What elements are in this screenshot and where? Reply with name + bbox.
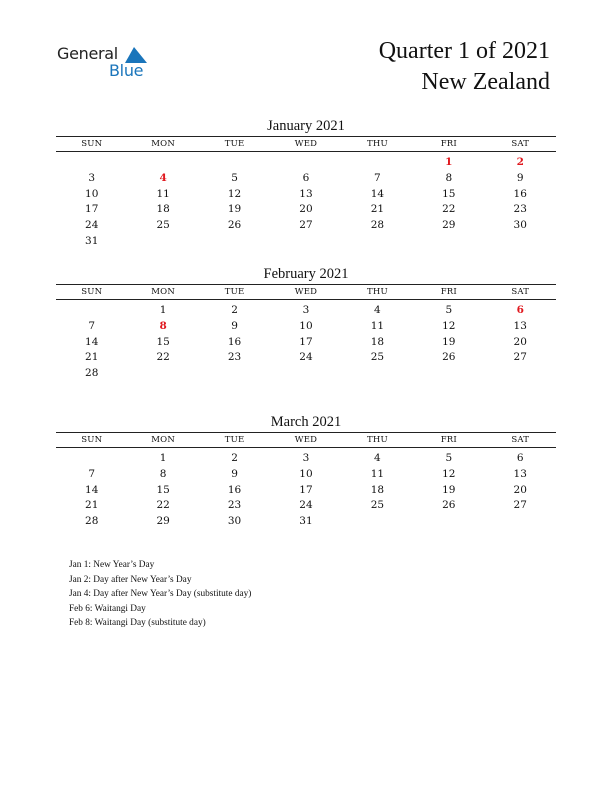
day-cell: 8: [445, 171, 453, 184]
weekday-label: SAT: [511, 435, 530, 445]
day-cell: 25: [156, 219, 170, 232]
day-cell: 10: [299, 467, 313, 480]
empty-day-cell: [199, 234, 270, 250]
week-rows: [56, 300, 556, 382]
day-cell: 11: [156, 187, 170, 200]
week-row: [56, 187, 556, 203]
weekday-label: FRI: [440, 287, 457, 297]
day-cell: 6: [302, 171, 310, 184]
day-cell: 21: [370, 203, 385, 216]
day-cell: 14: [85, 335, 99, 348]
day-cell: 2: [231, 304, 238, 316]
day-cell: 28: [370, 219, 385, 232]
day-cell: 6: [516, 452, 524, 464]
page-title: [379, 36, 550, 98]
holiday-note: Feb 6: Waitangi Day: [69, 603, 146, 614]
empty-day-cell: [485, 366, 556, 382]
logo-text-general: General: [57, 44, 118, 63]
day-cell: 16: [227, 483, 242, 496]
empty-day-cell: [342, 366, 413, 382]
page-title-country: New Zealand: [421, 69, 550, 95]
weekday-label: WED: [294, 435, 318, 445]
day-cell: 7: [88, 319, 96, 332]
day-cell: 4: [374, 304, 381, 316]
empty-day-cell: [199, 155, 270, 171]
week-row: [56, 218, 556, 234]
day-cell: 13: [513, 319, 527, 332]
month-title: February 2021: [263, 266, 349, 282]
day-cell: 20: [513, 335, 527, 348]
empty-day-cell: [127, 155, 198, 171]
week-rows: [56, 152, 556, 250]
day-cell: 22: [442, 203, 456, 216]
day-cell: 23: [227, 351, 242, 364]
holiday-note: Jan 4: Day after New Year’s Day (substitute day): [69, 589, 252, 600]
weekday-label: SUN: [81, 435, 103, 445]
weekday-label: FRI: [440, 435, 457, 445]
weekday-label: THU: [366, 139, 388, 149]
week-row: [56, 350, 556, 366]
day-cell: 11: [370, 467, 385, 480]
holiday-notes: [69, 558, 251, 631]
day-cell: 9: [231, 467, 238, 480]
weekday-label: WED: [294, 139, 318, 149]
weekday-label: MON: [151, 139, 175, 149]
day-cell: 12: [227, 187, 242, 200]
month-calendar: [56, 264, 556, 382]
day-cell: 3: [302, 452, 310, 464]
day-cell: 31: [299, 515, 313, 528]
day-cell: 10: [299, 319, 313, 332]
weekday-label: THU: [366, 435, 388, 445]
week-row: [56, 171, 556, 187]
weekday-header: [56, 432, 556, 448]
weekday-label: MON: [151, 435, 175, 445]
weekday-label: SUN: [81, 287, 103, 297]
day-cell: 19: [227, 203, 242, 216]
empty-day-cell: [413, 514, 484, 530]
day-cell: 21: [85, 351, 99, 364]
week-row: [56, 483, 556, 499]
day-cell: 14: [370, 187, 385, 200]
holiday-note: Jan 2: Day after New Year’s Day: [69, 574, 192, 585]
day-cell: 1: [159, 304, 167, 316]
holiday-day-cell: 4: [159, 171, 167, 184]
day-cell: 22: [156, 351, 170, 364]
weekday-label: SAT: [511, 139, 530, 149]
day-cell: 26: [442, 499, 456, 512]
day-cell: 27: [513, 499, 527, 512]
weekday-label: SAT: [511, 287, 530, 297]
day-cell: 9: [516, 171, 524, 184]
week-row: [56, 234, 556, 250]
week-row: [56, 335, 556, 351]
empty-day-cell: [342, 155, 413, 171]
day-cell: 29: [156, 515, 170, 528]
day-cell: 12: [442, 467, 456, 480]
day-cell: 19: [442, 483, 456, 496]
day-cell: 1: [159, 452, 167, 464]
month-title: January 2021: [267, 118, 345, 134]
day-cell: 5: [445, 452, 453, 464]
month-calendar: [56, 116, 556, 250]
empty-day-cell: [127, 366, 198, 382]
week-row: [56, 319, 556, 335]
empty-day-cell: [413, 234, 484, 250]
weekday-label: SUN: [81, 139, 103, 149]
empty-day-cell: [413, 366, 484, 382]
weekday-header: [56, 284, 556, 300]
day-cell: 28: [85, 367, 99, 380]
day-cell: 8: [159, 467, 167, 480]
empty-day-cell: [127, 234, 198, 250]
day-cell: 7: [88, 467, 96, 480]
day-cell: 25: [370, 499, 385, 512]
weekday-label: TUE: [224, 435, 245, 445]
week-row: [56, 514, 556, 530]
day-cell: 24: [85, 219, 99, 232]
weekday-label: TUE: [224, 139, 245, 149]
empty-day-cell: [270, 155, 341, 171]
day-cell: 9: [231, 319, 238, 332]
day-cell: 29: [442, 219, 456, 232]
weekday-header: [56, 136, 556, 152]
day-cell: 17: [299, 335, 313, 348]
week-row: [56, 366, 556, 382]
holiday-note: Jan 1: New Year’s Day: [69, 560, 155, 570]
weekday-label: WED: [294, 287, 318, 297]
logo: [57, 44, 167, 84]
day-cell: 19: [442, 335, 456, 348]
day-cell: 5: [445, 304, 453, 316]
empty-day-cell: [485, 514, 556, 530]
empty-day-cell: [342, 234, 413, 250]
holiday-note: Feb 8: Waitangi Day (substitute day): [69, 618, 206, 629]
day-cell: 30: [227, 515, 242, 528]
week-row: [56, 467, 556, 483]
day-cell: 17: [299, 483, 313, 496]
day-cell: 20: [299, 203, 313, 216]
page-title-quarter: Quarter 1 of 2021: [378, 38, 550, 64]
week-row: [56, 451, 556, 467]
day-cell: 18: [370, 335, 385, 348]
empty-day-cell: [342, 514, 413, 530]
week-row: [56, 498, 556, 514]
day-cell: 16: [513, 187, 527, 200]
week-row: [56, 202, 556, 218]
empty-day-cell: [56, 451, 127, 467]
holiday-day-cell: 2: [516, 156, 524, 168]
week-row: [56, 303, 556, 319]
day-cell: 13: [513, 467, 527, 480]
week-row: [56, 155, 556, 171]
logo-text-blue: Blue: [109, 61, 144, 80]
day-cell: 25: [370, 351, 385, 364]
empty-day-cell: [56, 155, 127, 171]
day-cell: 24: [299, 499, 313, 512]
holiday-day-cell: 6: [516, 304, 524, 316]
day-cell: 27: [513, 351, 527, 364]
holiday-day-cell: 8: [159, 319, 167, 332]
day-cell: 15: [156, 483, 170, 496]
weekday-label: FRI: [440, 139, 457, 149]
day-cell: 23: [513, 203, 527, 216]
weekday-label: MON: [151, 287, 175, 297]
empty-day-cell: [56, 303, 127, 319]
day-cell: 10: [85, 187, 99, 200]
day-cell: 27: [299, 219, 313, 232]
holiday-day-cell: 1: [445, 156, 453, 168]
day-cell: 7: [374, 171, 381, 184]
day-cell: 30: [513, 219, 527, 232]
day-cell: 18: [156, 203, 170, 216]
empty-day-cell: [199, 366, 270, 382]
empty-day-cell: [485, 234, 556, 250]
day-cell: 13: [299, 187, 313, 200]
day-cell: 20: [513, 483, 527, 496]
empty-day-cell: [270, 234, 341, 250]
day-cell: 2: [231, 452, 238, 464]
day-cell: 15: [156, 335, 170, 348]
day-cell: 16: [227, 335, 242, 348]
day-cell: 3: [302, 304, 310, 316]
week-rows: [56, 448, 556, 530]
day-cell: 26: [227, 219, 242, 232]
day-cell: 24: [299, 351, 313, 364]
month-title: March 2021: [270, 414, 342, 430]
day-cell: 31: [85, 234, 99, 247]
month-calendar: [56, 412, 556, 530]
day-cell: 26: [442, 351, 456, 364]
day-cell: 3: [88, 171, 96, 184]
day-cell: 12: [442, 319, 456, 332]
weekday-label: THU: [366, 287, 388, 297]
day-cell: 14: [85, 483, 99, 496]
day-cell: 5: [231, 171, 238, 184]
day-cell: 28: [85, 515, 99, 528]
day-cell: 22: [156, 499, 170, 512]
day-cell: 15: [442, 187, 456, 200]
weekday-label: TUE: [224, 287, 245, 297]
empty-day-cell: [270, 366, 341, 382]
day-cell: 18: [370, 483, 385, 496]
day-cell: 17: [85, 203, 99, 216]
day-cell: 11: [370, 319, 385, 332]
day-cell: 21: [85, 499, 99, 512]
day-cell: 23: [227, 499, 242, 512]
day-cell: 4: [374, 452, 381, 464]
